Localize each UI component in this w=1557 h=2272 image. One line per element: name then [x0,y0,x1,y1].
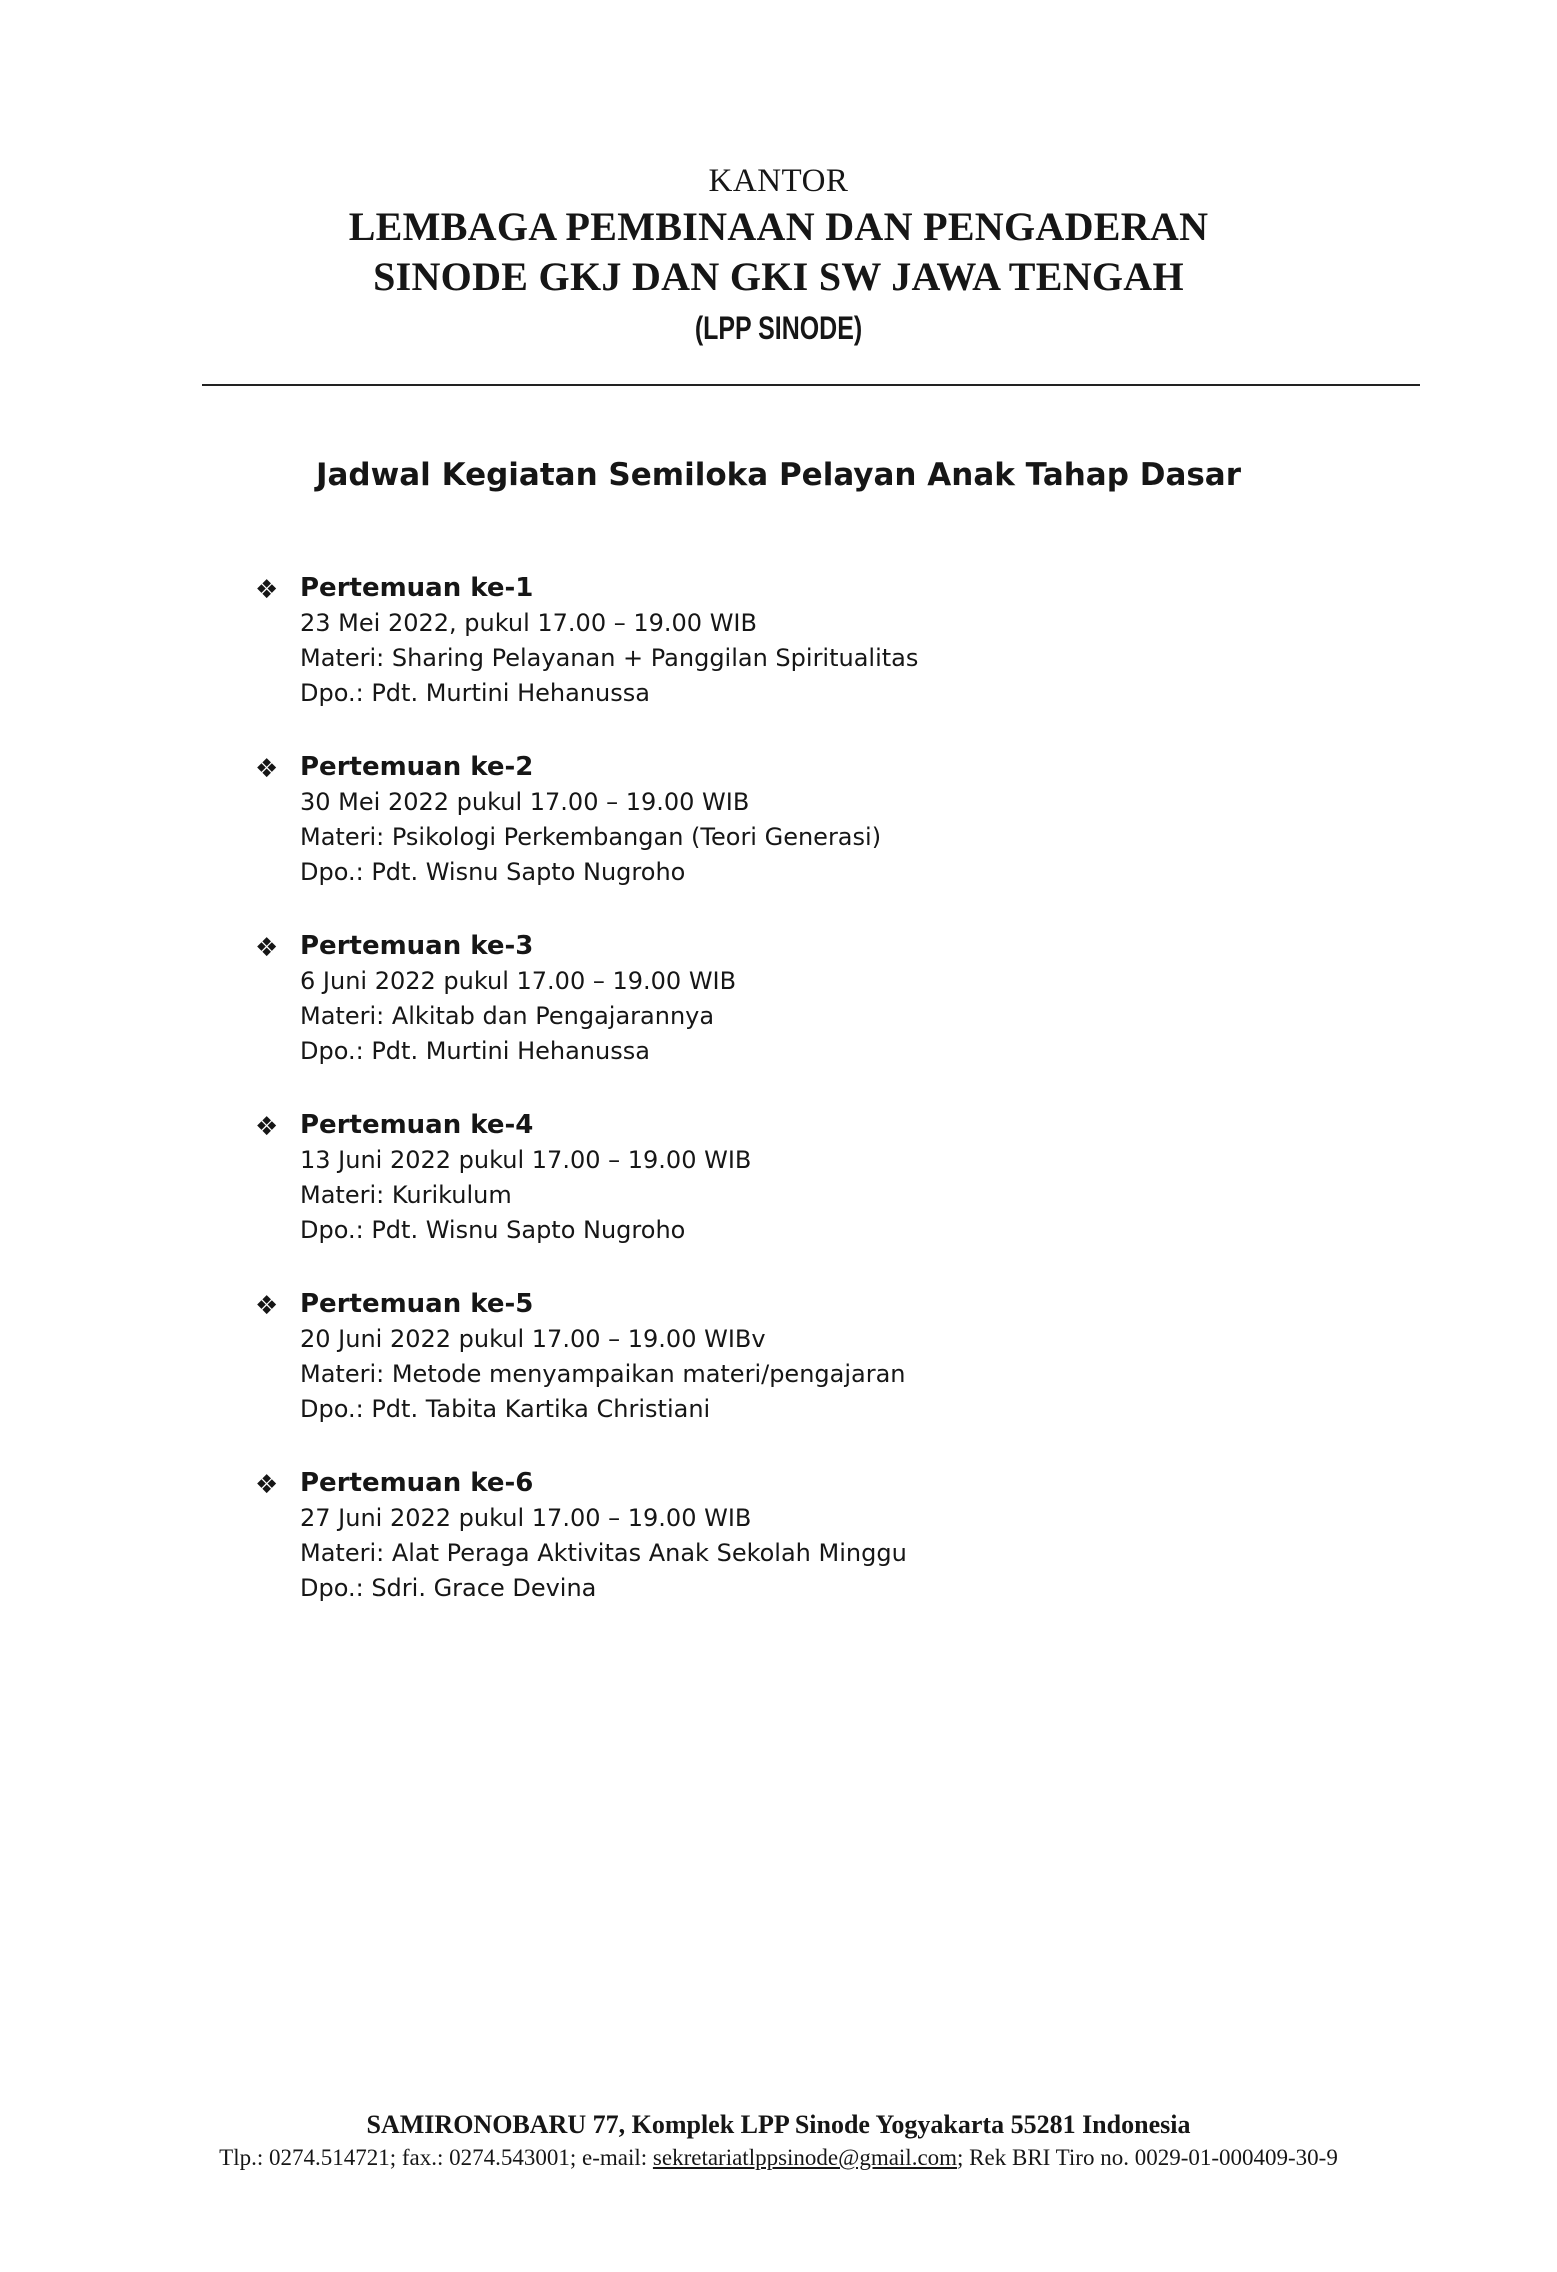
letter-footer [0,2108,1557,2174]
institution-name: LEMBAGA PEMBINAAN DAN PENGADERAN [348,204,1209,249]
meeting-item [255,570,918,749]
meeting-schedule [255,570,918,1644]
institution-synod: SINODE GKJ DAN GKI SW JAWA TENGAH [373,254,1184,299]
meeting-speaker: Dpo.: Pdt. Wisnu Sapto Nugroho [300,858,686,886]
office-label: KANTOR [708,163,849,199]
meeting-speaker: Dpo.: Pdt. Murtini Hehanussa [300,679,650,707]
meeting-item [255,1107,918,1286]
four-diamond-bullet-icon: ❖ [255,933,279,963]
meeting-item [255,928,918,1107]
meeting-date: 23 Mei 2022, pukul 17.00 – 19.00 WIB [300,609,757,637]
meeting-topic: Materi: Metode menyampaikan materi/pengajaran [300,1360,906,1388]
meeting-date: 6 Juni 2022 pukul 17.00 – 19.00 WIB [300,967,737,995]
contact-phone-fax: Tlp.: 0274.514721; fax.: 0274.543001; e-mail: [219,2145,653,2170]
contact-line [0,2142,1557,2174]
meeting-topic: Materi: Alat Peraga Aktivitas Anak Sekolah Minggu [300,1539,907,1567]
meeting-speaker: Dpo.: Pdt. Murtini Hehanussa [300,1037,650,1065]
meeting-date: 27 Juni 2022 pukul 17.00 – 19.00 WIB [300,1504,752,1532]
meeting-topic: Materi: Psikologi Perkembangan (Teori Generasi) [300,823,882,851]
email-link[interactable]: sekretariatlppsinode@gmail.com [652,2145,958,2170]
four-diamond-bullet-icon: ❖ [255,754,279,784]
meeting-heading: Pertemuan ke-2 [300,752,534,782]
institution-abbreviation: (LPP SINODE) [694,310,863,346]
meeting-item [255,749,918,928]
four-diamond-bullet-icon: ❖ [255,1291,279,1321]
meeting-heading: Pertemuan ke-4 [300,1110,534,1140]
meeting-speaker: Dpo.: Pdt. Tabita Kartika Christiani [300,1395,711,1423]
four-diamond-bullet-icon: ❖ [255,1112,279,1142]
four-diamond-bullet-icon: ❖ [255,575,279,605]
meeting-heading: Pertemuan ke-1 [300,573,534,603]
meeting-heading: Pertemuan ke-5 [300,1289,534,1319]
document-title: Jadwal Kegiatan Semiloka Pelayan Anak Tahap Dasar [315,457,1242,493]
office-address: SAMIRONOBARU 77, Komplek LPP Sinode Yogyakarta 55281 Indonesia [366,2110,1191,2139]
meeting-heading: Pertemuan ke-3 [300,931,534,961]
meeting-topic: Materi: Kurikulum [300,1181,512,1209]
meeting-heading: Pertemuan ke-6 [300,1468,534,1498]
meeting-date: 30 Mei 2022 pukul 17.00 – 19.00 WIB [300,788,750,816]
header-divider [202,384,1420,386]
meeting-speaker: Dpo.: Pdt. Wisnu Sapto Nugroho [300,1216,686,1244]
meeting-topic: Materi: Alkitab dan Pengajarannya [300,1002,715,1030]
meeting-topic: Materi: Sharing Pelayanan + Panggilan Spiritualitas [300,644,919,672]
meeting-speaker: Dpo.: Sdri. Grace Devina [300,1574,597,1602]
four-diamond-bullet-icon: ❖ [255,1470,279,1500]
letterhead [0,160,1557,350]
meeting-date: 13 Juni 2022 pukul 17.00 – 19.00 WIB [300,1146,752,1174]
bank-account: ; Rek BRI Tiro no. 0029-01-000409-30-9 [957,2145,1338,2170]
meeting-item [255,1465,918,1644]
meeting-item [255,1286,918,1465]
meeting-date: 20 Juni 2022 pukul 17.00 – 19.00 WIBv [300,1325,766,1353]
